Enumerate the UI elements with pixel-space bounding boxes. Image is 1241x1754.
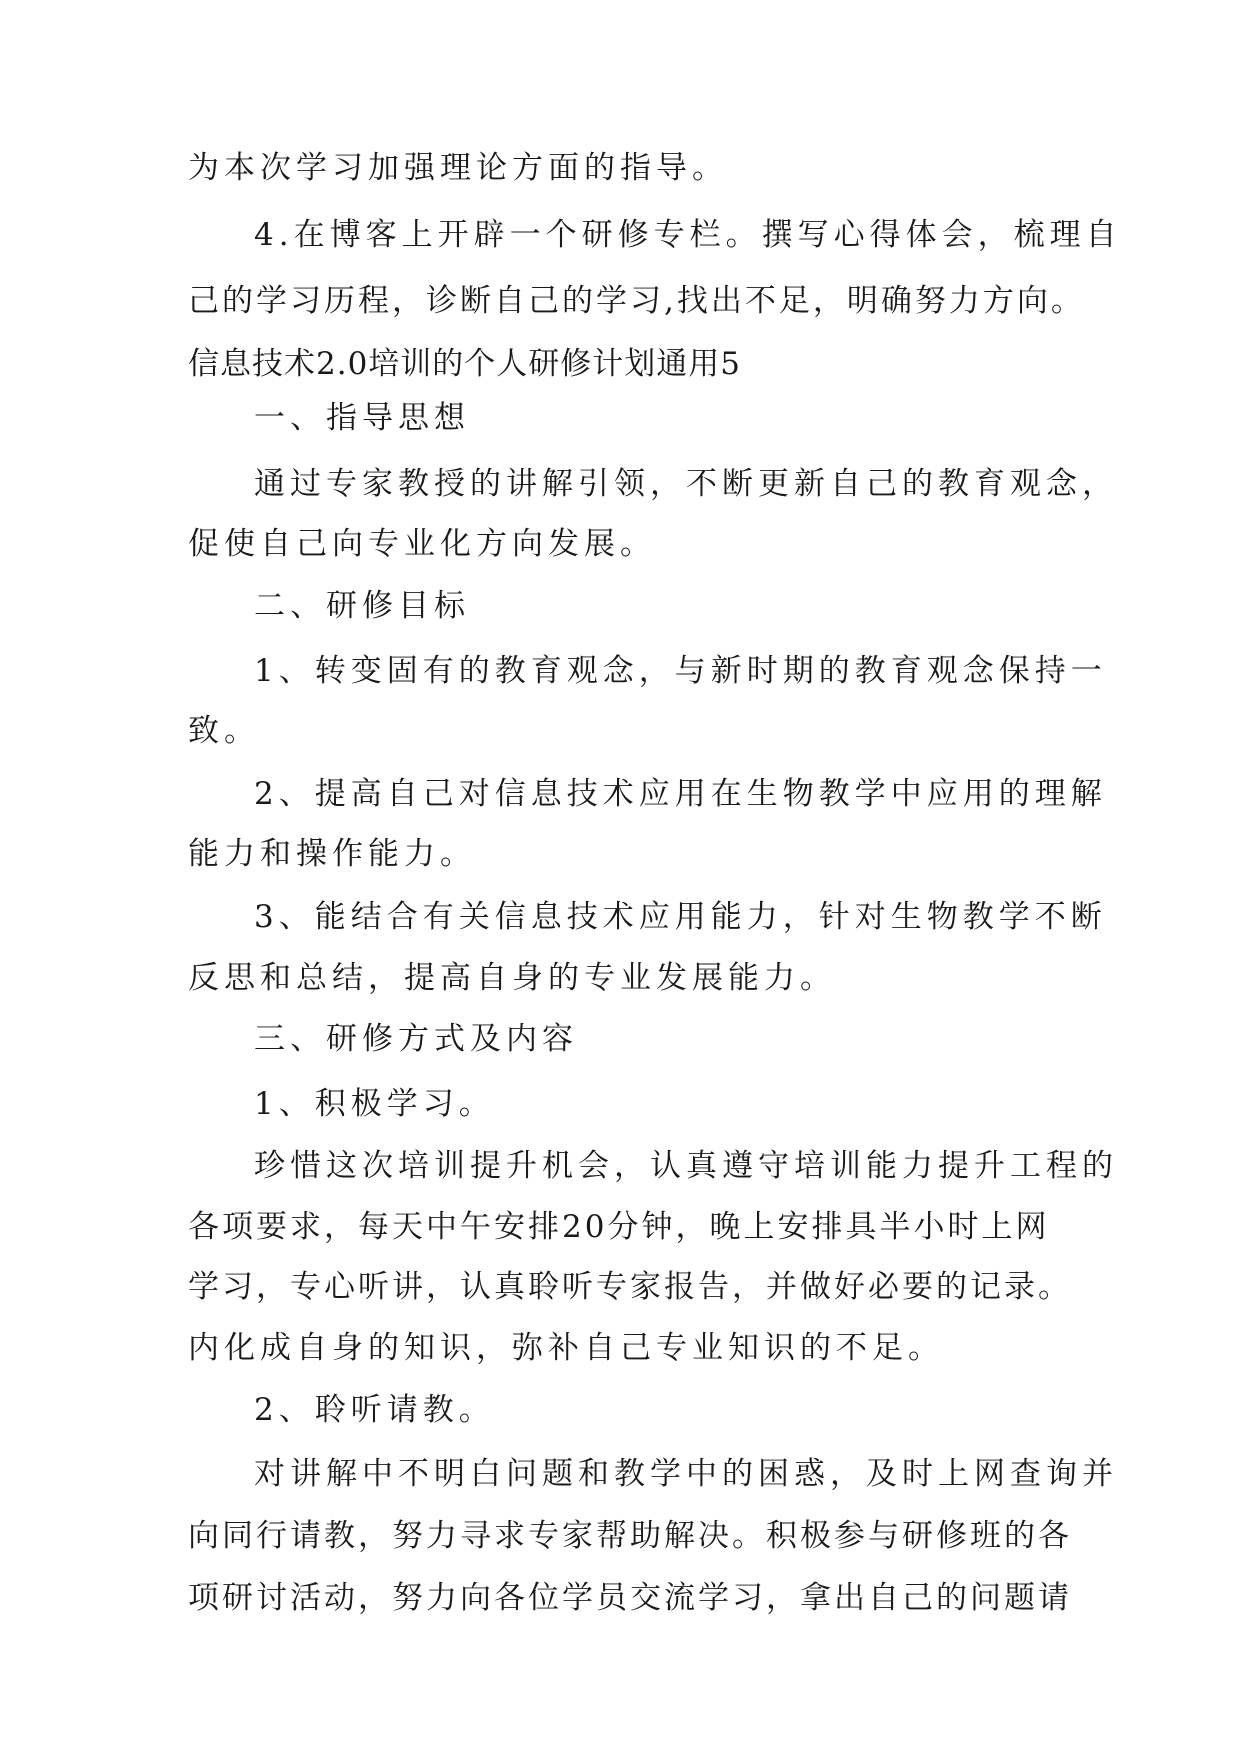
text-line: 对讲解中不明白问题和教学中的困惑，及时上网查询并 [254,1456,1118,1492]
text-line: 通过专家教授的讲解引领，不断更新自己的教育观念， [254,466,1118,502]
text-line: 4.在博客上开辟一个研修专栏。撰写心得体会，梳理自 [254,217,1122,253]
heading-2: 二、研修目标 [254,588,470,624]
text-line: 珍惜这次培训提升机会，认真遵守培训能力提升工程的 [254,1148,1118,1184]
text-line: 2、提高自己对信息技术应用在生物教学中应用的理解 [254,776,1107,812]
subheading: 1、积极学习。 [254,1086,495,1122]
text-line: 学习，专心听讲，认真聆听专家报告，并做好必要的记录。 [188,1269,1072,1305]
text-line: 项研讨活动，努力向各位学员交流学习，拿出自己的问题请 [188,1580,1072,1616]
text-line: 己的学习历程，诊断自己的学习,找出不足，明确努力方向。 [188,283,1085,319]
section-title: 信息技术2.0培训的个人研修计划通用5 [188,346,742,382]
text-line: 促使自己向专业化方向发展。 [188,526,656,562]
heading-3: 三、研修方式及内容 [254,1021,578,1057]
subheading: 2、聆听请教。 [254,1392,495,1428]
text-line: 1、转变固有的教育观念，与新时期的教育观念保持一 [254,653,1107,689]
text-line: 向同行请教，努力寻求专家帮助解决。积极参与研修班的各 [188,1518,1072,1554]
text-line: 各项要求，每天中午安排20分钟，晚上安排具半小时上网 [188,1209,1050,1245]
text-line: 致。 [188,713,260,749]
text-line: 3、能结合有关信息技术应用能力，针对生物教学不断 [254,899,1107,935]
heading-1: 一、指导思想 [254,400,470,436]
text-line: 反思和总结，提高自身的专业发展能力。 [188,960,836,996]
text-line: 为本次学习加强理论方面的指导。 [188,150,728,186]
text-line: 内化成自身的知识，弥补自己专业知识的不足。 [188,1330,944,1366]
text-line: 能力和操作能力。 [188,836,476,872]
